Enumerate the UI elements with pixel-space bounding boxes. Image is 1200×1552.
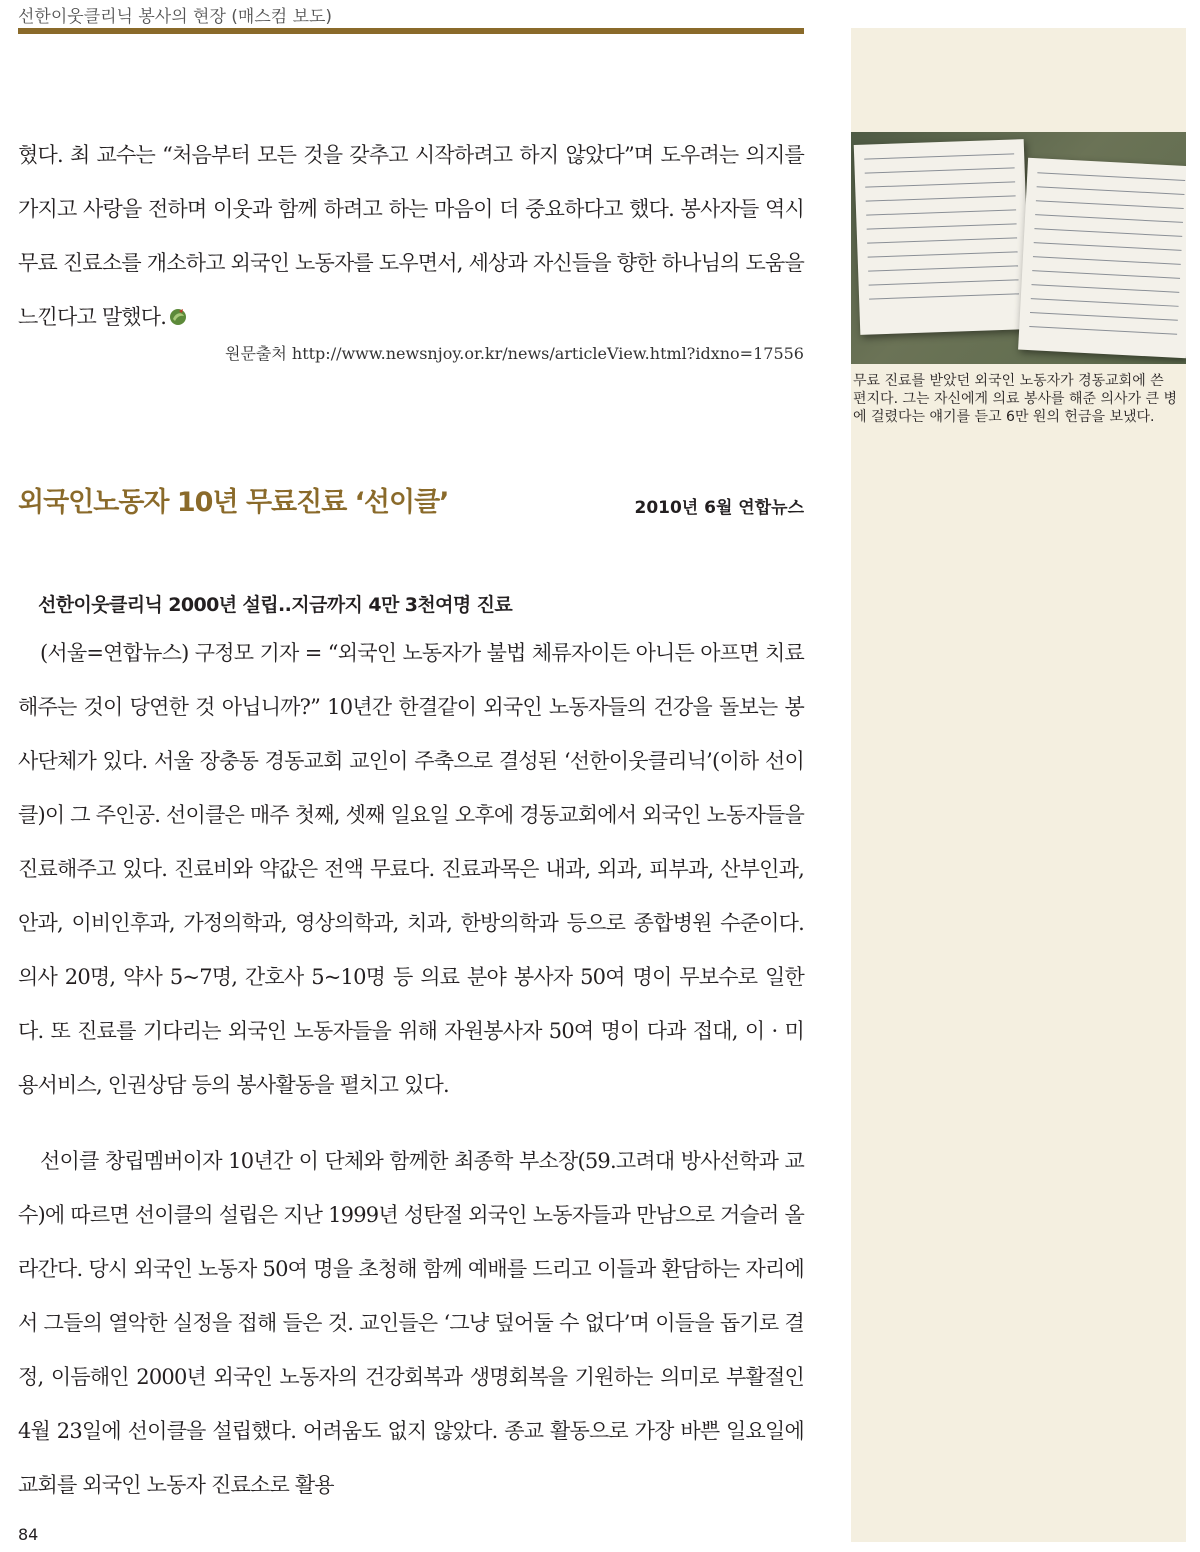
photo-caption: 무료 진료를 받았던 외국인 노동자가 경동교회에 쓴 편지다. 그는 자신에게 의료 봉사를 해준 의사가 큰 병에 걸렸다는 얘기를 듣고 6만 원의 헌금을 보냈다. bbox=[853, 373, 1178, 425]
page-number: 84 bbox=[18, 1525, 39, 1544]
article-date-source: 2010년 6월 연합뉴스 bbox=[634, 498, 804, 518]
previous-article-body: 혔다. 최 교수는 “처음부터 모든 것을 갖추고 시작하려고 하지 않았다”며 도우려는 의지를 가지고 사랑을 전하며 이웃과 함께 하려고 하는 마음이 더 중요하다고 했다. 봉사자들 역시 무료 진료소를 개소하고 외국인 노동자를 도우면서, 세상과 자신들을 향한 하나님의 도움을 느낀다고 말했다. bbox=[18, 143, 804, 329]
article-paragraph: (서울=연합뉴스) 구정모 기자 = “외국인 노동자가 불법 체류자이든 아니든 아프면 치료해주는 것이 당연한 것 아닙니까?” 10년간 한결같이 외국인 노동자들의 건강을 돌보는 봉사단체가 있다. 서울 장충동 경동교회 교인이 주축으로 결성된 ‘선한이웃클리닉’(이하 선이클)이 그 주인공. 선이클은 매주 첫째, 셋째 일요일 오후에 경동교회에서 외국인 노동자들을 진료해주고 있다. 진료비와 약값은 전액 무료다. 진료과목은 내과, 외과, 피부과, 산부인과, 안과, 이비인후과, 가정의학과, 영상의학과, 치과, 한방의학과 등으로 종합병원 수준이다. 의사 20명, 약사 5~7명, 간호사 5~10명 등 의료 분야 봉사자 50여 명이 무보수로 일한다. 또 진료를 기다리는 외국인 노동자들을 위해 자원봉사자 50여 명이 다과 접대, 이 · 미용서비스, 인권상담 등의 봉사활동을 펼치고 있다. bbox=[18, 641, 804, 1097]
handwritten-letter-photo bbox=[851, 132, 1186, 364]
leaf-end-mark-icon bbox=[168, 293, 188, 313]
article-subtitle: 선한이웃클리닉 2000년 설립..지금까지 4만 3천여명 진료 bbox=[38, 594, 513, 616]
header-rule bbox=[18, 28, 804, 34]
running-header: 선한이웃클리닉 봉사의 현장 (매스컴 보도) bbox=[18, 7, 333, 27]
previous-article-text bbox=[18, 128, 804, 344]
letter-sheet bbox=[854, 139, 1031, 335]
article-title: 외국인노동자 10년 무료진료 ‘선이클’ bbox=[18, 487, 449, 518]
source-citation: 원문출처 http://www.newsnjoy.or.kr/news/articleView.html?idxno=17556 bbox=[224, 344, 804, 363]
article-paragraph: 선이클 창립멤버이자 10년간 이 단체와 함께한 최종학 부소장(59.고려대 방사선학과 교수)에 따르면 선이클의 설립은 지난 1999년 성탄절 외국인 노동자들과 만남으로 거슬러 올라간다. 당시 외국인 노동자 50여 명을 초청해 함께 예배를 드리고 이들과 환담하는 자리에서 그들의 열악한 실정을 접해 들은 것. 교인들은 ‘그냥 덮어둘 수 없다’며 이들을 돕기로 결정, 이듬해인 2000년 외국인 노동자의 건강회복과 생명회복을 기원하는 의미로 부활절인 4월 23일에 선이클을 설립했다. 어려움도 없지 않았다. 종교 활동으로 가장 바쁜 일요일에 교회를 외국인 노동자 진료소로 활용 bbox=[18, 1149, 804, 1497]
letter-sheet bbox=[1018, 158, 1186, 359]
